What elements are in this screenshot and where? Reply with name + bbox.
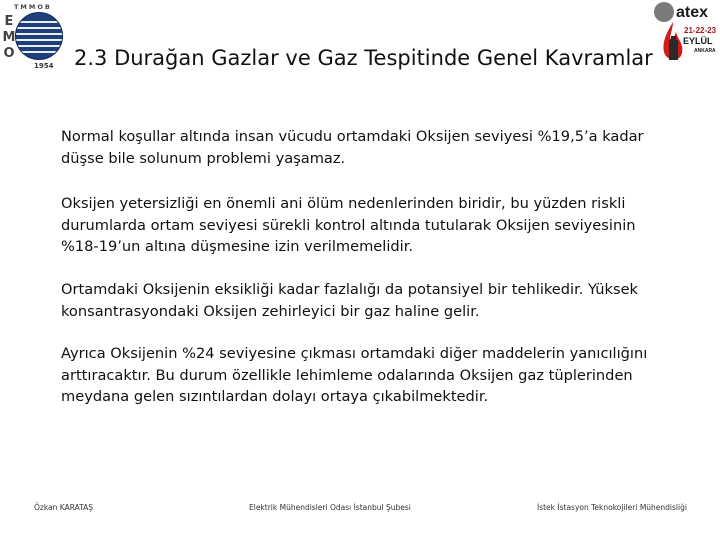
ball-icon [654, 2, 674, 22]
atex-brand: atex [676, 4, 709, 21]
footer-department: İstek İstasyon Teknokojileri Mühendisliği [537, 503, 687, 512]
logo-year: 1954 [34, 62, 54, 70]
logo-top-text: TMMOB [14, 3, 52, 11]
footer-author: Özkan KARATAŞ [34, 503, 94, 512]
paragraph-2: Oksijen yetersizliği en önemli ani ölüm nedenlerinden biridir, bu yüzden riskli durumlarda ortam seviyesi sürekli kontrol altında tutularak Oksijen seviyesinin %18-19’un altına düşmesine izin verilmemelidir. [61, 195, 636, 255]
logo-letter-e: E [4, 14, 14, 29]
emo-logo [0, 0, 64, 76]
paragraph-1: Normal koşullar altında insan vücudu ortamdaki Oksijen seviyesi %19,5’a kadar düşse bile solunum problemi yaşamaz. [61, 128, 644, 167]
atex-logo [644, 0, 720, 76]
logo-letters [2, 14, 16, 62]
footer-organization: Elektrik Mühendisleri Odası İstanbul Şubesi [249, 503, 411, 512]
atex-month: EYLÜL [683, 36, 713, 46]
atex-dates: 21-22-23 [684, 26, 717, 35]
paragraph-3: Ortamdaki Oksijenin eksikliği kadar fazlalığı da potansiyel bir tehlikedir. Yüksek konsantrasyondaki Oksijen zehirleyici bir gaz haline gelir. [61, 281, 639, 320]
logo-letter-o: O [3, 46, 15, 61]
atex-city: ANKARA [694, 48, 716, 54]
page-title: 2.3 Durağan Gazlar ve Gaz Tespitinde Genel Kavramlar [74, 46, 653, 70]
globe-icon [15, 12, 63, 60]
paragraph-4: Ayrıca Oksijenin %24 seviyesine çıkması ortamdaki diğer maddelerin yanıcılığını arttıracaktır. Bu durum özellikle lehimleme odalarında Oksijen gaz tüplerinden meydana gelen sızıntılardan dolayı ortaya çıkabilmektedir. [61, 345, 648, 405]
logo-letter-m: M [2, 30, 16, 45]
